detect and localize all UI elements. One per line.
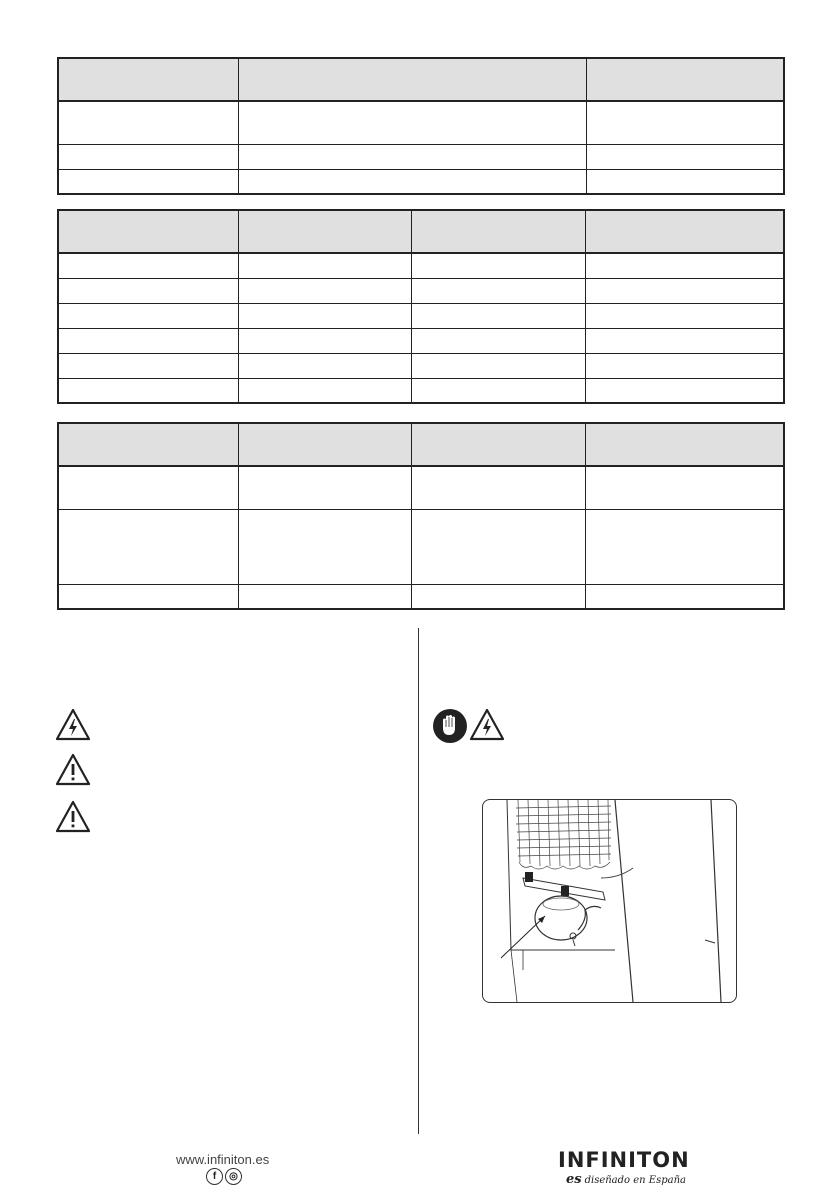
caution-icon <box>55 800 91 833</box>
brand-tagline <box>566 1172 686 1187</box>
table-row <box>58 101 784 144</box>
website-url[interactable]: www.infiniton.es <box>176 1152 270 1167</box>
header-cell <box>58 210 238 253</box>
table-cell <box>585 278 784 303</box>
caution-icon <box>55 753 91 786</box>
table-cell <box>238 328 411 353</box>
header-cell <box>585 210 784 253</box>
table-header-row <box>58 423 784 466</box>
table-row <box>58 169 784 194</box>
table-cell <box>238 101 586 144</box>
refrigerator-back-drawing <box>483 800 736 1002</box>
header-cell <box>586 58 784 101</box>
table-cell <box>58 378 238 403</box>
spec-table-1 <box>57 57 785 195</box>
table-cell <box>585 353 784 378</box>
table-cell <box>58 101 238 144</box>
instagram-icon[interactable]: ◎ <box>225 1168 242 1185</box>
table-cell <box>586 144 784 169</box>
header-cell <box>411 210 585 253</box>
column-divider <box>418 628 419 1134</box>
table-cell <box>585 584 784 609</box>
table-cell <box>411 353 585 378</box>
table-row <box>58 378 784 403</box>
header-cell <box>238 423 411 466</box>
table-row <box>58 144 784 169</box>
table-cell <box>58 303 238 328</box>
electric-warning-icon <box>55 708 91 741</box>
table-cell <box>585 378 784 403</box>
table-cell <box>58 169 238 194</box>
table-cell <box>411 466 585 509</box>
table-cell <box>58 509 238 584</box>
table-row <box>58 253 784 278</box>
table-row <box>58 509 784 584</box>
table-cell <box>58 278 238 303</box>
table-row <box>58 303 784 328</box>
spec-table-2 <box>57 209 785 404</box>
brand-logo: INFINITON <box>558 1148 690 1172</box>
table-cell <box>585 466 784 509</box>
table-cell <box>58 466 238 509</box>
table-cell <box>238 144 586 169</box>
header-cell <box>238 210 411 253</box>
table-cell <box>58 328 238 353</box>
table-cell <box>238 169 586 194</box>
table-cell <box>238 253 411 278</box>
table-cell <box>238 584 411 609</box>
table-cell <box>238 353 411 378</box>
table-cell <box>238 278 411 303</box>
table-cell <box>586 169 784 194</box>
table-header-row <box>58 58 784 101</box>
header-cell <box>411 423 585 466</box>
table-cell <box>58 584 238 609</box>
table-cell <box>238 378 411 403</box>
table-cell <box>585 303 784 328</box>
table-cell <box>58 353 238 378</box>
table-row <box>58 328 784 353</box>
table-cell <box>411 278 585 303</box>
spec-table-3 <box>57 422 785 610</box>
table-cell <box>585 253 784 278</box>
table-row <box>58 353 784 378</box>
table-cell <box>238 509 411 584</box>
table-cell <box>586 101 784 144</box>
table-cell <box>238 466 411 509</box>
table-cell <box>58 144 238 169</box>
table-cell <box>411 378 585 403</box>
table-cell <box>411 584 585 609</box>
table-cell <box>238 303 411 328</box>
header-cell <box>58 423 238 466</box>
header-cell <box>58 58 238 101</box>
table-cell <box>58 253 238 278</box>
table-row <box>58 278 784 303</box>
table-cell <box>411 328 585 353</box>
tagline-prefix: es <box>566 1172 582 1187</box>
table-cell <box>411 253 585 278</box>
hand-stop-icon <box>432 708 468 744</box>
table-row <box>58 584 784 609</box>
facebook-icon[interactable]: f <box>206 1168 223 1185</box>
header-cell <box>238 58 586 101</box>
table-cell <box>585 328 784 353</box>
table-cell <box>411 509 585 584</box>
table-row <box>58 466 784 509</box>
table-cell <box>411 303 585 328</box>
electric-warning-icon <box>469 708 505 741</box>
table-cell <box>585 509 784 584</box>
table-header-row <box>58 210 784 253</box>
header-cell <box>585 423 784 466</box>
tagline-text: diseñado en España <box>584 1175 686 1186</box>
compressor-illustration <box>482 799 737 1003</box>
